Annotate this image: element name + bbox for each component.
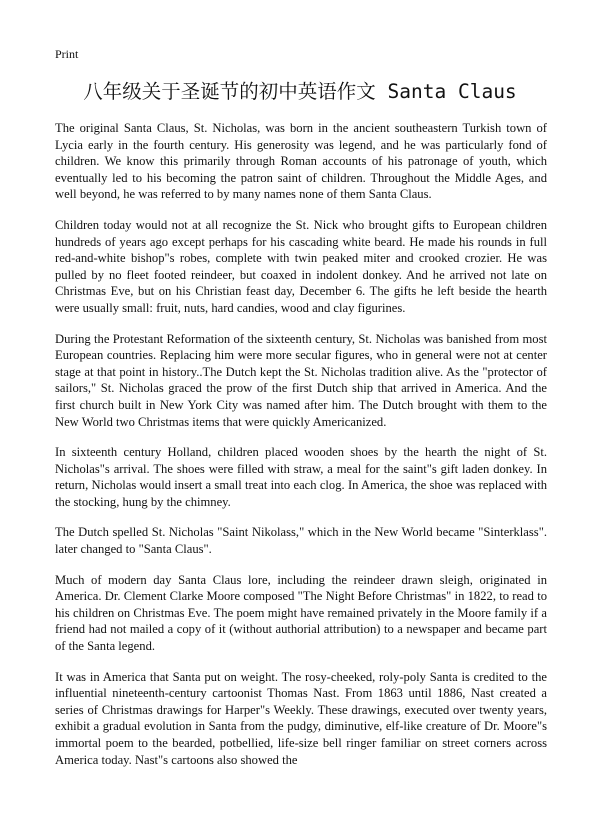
paragraph-4: In sixteenth century Holland, children placed wooden shoes by the hearth the night of St. Nicholas"s arrival. The shoes were filled with straw, a meal for the saint"s gift laden donkey. In return, Nicholas would insert a small treat into each clog. In America, the shoe was replaced with the stocking, hung by the chimney.	[55, 445, 547, 509]
paragraph-1: The original Santa Claus, St. Nicholas, was born in the ancient southeastern Turkish town of Lycia early in the fourth century. His generosity was legend, and he was particularly fond of children. We know this primarily through Roman accounts of his patronage of youth, which eventually led to his becoming the patron saint of children. Throughout the Middle Ages, and well beyond, he was referred to by many names none of them Santa Claus.	[55, 121, 547, 202]
paragraph-7: It was in America that Santa put on weight. The rosy-cheeked, roly-poly Santa is credited to the influential nineteenth-century cartoonist Thomas Nast. From 1863 until 1886, Nast created a series of Christmas drawings for Harper"s Weekly. These drawings, executed over twenty years, exhibit a gradual evolution in Santa from the pudgy, diminutive, elf-like creature of Dr. Moore"s immortal poem to the bearded, potbellied, life-size bell ringer familiar on street corners across America today. Nast"s cartoons also showed the	[55, 669, 547, 767]
paragraph-3: During the Protestant Reformation of the sixteenth century, St. Nicholas was banished from most European countries. Replacing him were more secular figures, who in general were not at center stage at that point in history..The Dutch kept the St. Nicholas tradition alive. As the "protector of sailors," St. Nicholas graced the prow of the first Dutch ship that arrived in America. And the first church built in New York City was named after him. The Dutch brought with them to the New World two Christmas items that were quickly Americanized.	[55, 331, 547, 429]
paragraph-6: Much of modern day Santa Claus lore, including the reindeer drawn sleigh, originated in America. Dr. Clement Clarke Moore composed "The Night Before Christmas" in 1822, to read to his children on Christmas Eve. The poem might have remained privately in the Moore family if a friend had not mailed a copy of it (without authorial attribution) to a newspaper and became part of the Santa legend.	[55, 572, 547, 654]
paragraph-5: The Dutch spelled St. Nicholas "Saint Nikolass," which in the New World became "Sinterklass". later changed to "Santa Claus".	[55, 525, 547, 557]
article-body	[55, 120, 547, 782]
page-title: 八年级关于圣诞节的初中英语作文 Santa Claus	[83, 80, 517, 103]
paragraph-2: Children today would not at all recognize the St. Nick who brought gifts to European children hundreds of years ago except perhaps for his cascading white beard. He made his rounds in full red-and-white bishop"s robes, complete with twin peaked miter and crooked crozier. He was pulled by no fleet footed reindeer, but coaxed in indolent donkey. And he arrived not late on Christmas Eve, but on his Christian feast day, December 6. The gifts he left beside the hearth were usually small: fruit, nuts, hard candies, wood and clay figurines.	[55, 217, 547, 315]
print-link[interactable]: Print	[55, 47, 79, 61]
